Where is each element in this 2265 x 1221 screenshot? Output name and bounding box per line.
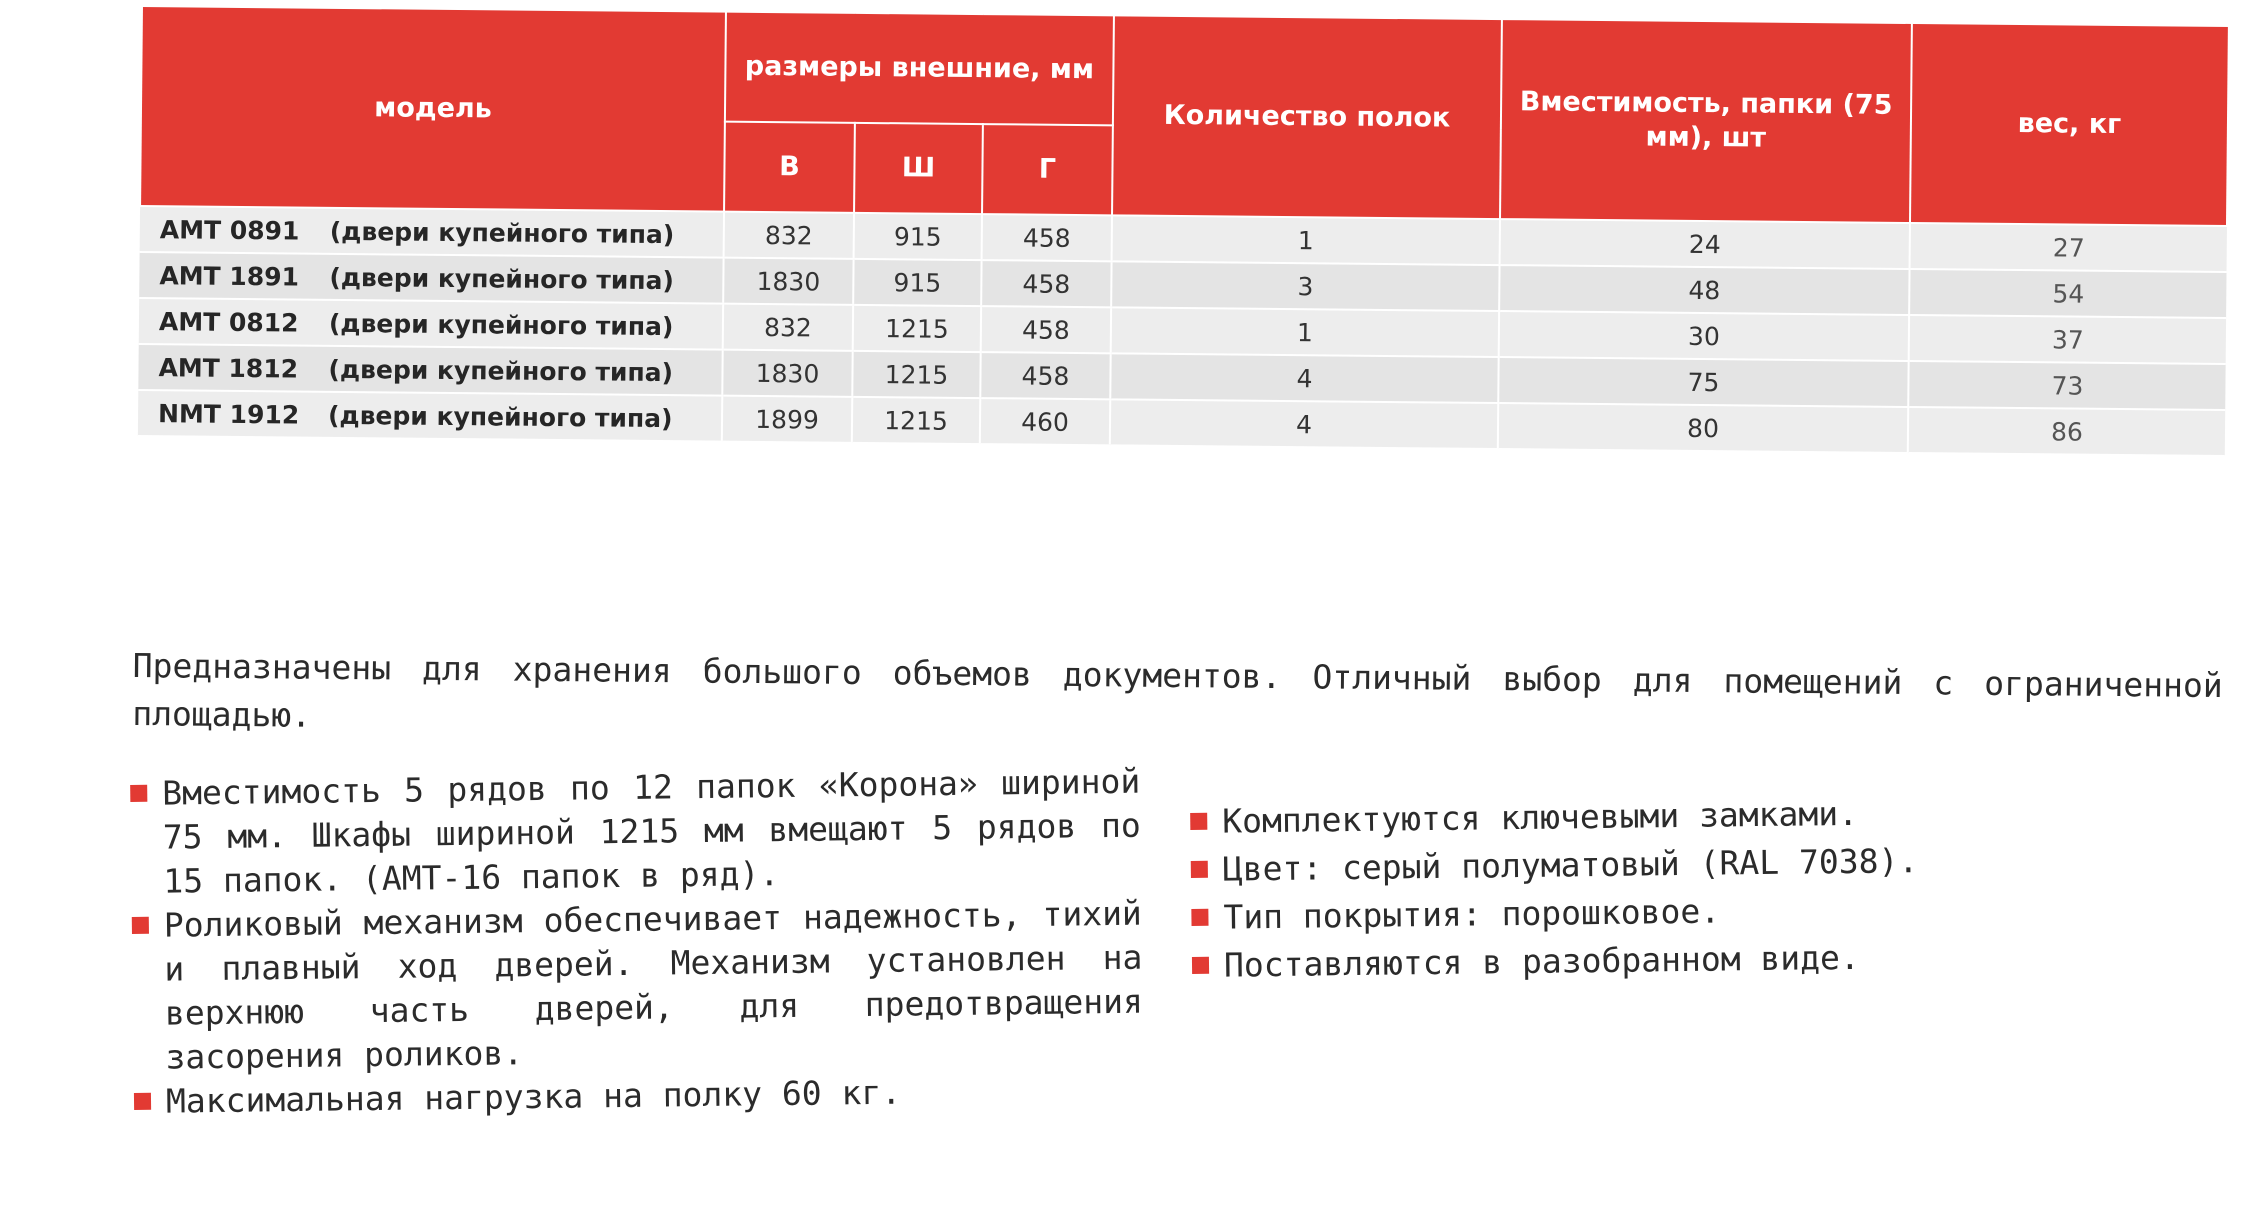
capacity-cell: 75 [1498,357,1908,407]
feature-text: Тип покрытия: порошковое. [1223,891,1721,937]
feature-text: Цвет: серый полуматовый (RAL 7038). [1222,841,1919,889]
model-code: AMT 0891 [159,214,300,246]
model-code: AMT 0812 [158,306,299,338]
model-cell [138,344,722,396]
depth-cell: 458 [981,306,1111,353]
feature-text: Вместимость 5 рядов по 12 папок «Корона» шириной 75 мм. Шкафы шириной 1215 мм вмещают 5 рядов по 15 папок. (АМТ-16 папок в ряд). [162,761,1141,901]
feature-text: Поставляются в разобранном виде. [1223,937,1860,985]
square-bullet-icon [1192,957,1209,974]
weight-cell: 54 [1909,269,2226,318]
header-model: модель [140,6,726,212]
depth-cell: 458 [981,260,1111,307]
height-cell: 1830 [722,350,852,397]
feature-item [1191,836,2151,892]
depth-cell: 458 [980,352,1110,399]
door-type: (двери купейного типа) [328,354,674,387]
shelves-cell: 4 [1110,353,1498,403]
weight-cell: 27 [1910,223,2227,272]
square-bullet-icon [1190,813,1207,830]
square-bullet-icon [132,917,149,934]
model-cell [138,390,722,442]
door-type: (двери купейного типа) [329,216,675,249]
model-code: AMT 1891 [159,260,300,292]
depth-cell: 458 [982,214,1112,261]
weight-cell: 73 [1908,361,2225,410]
model-code: NMT 1912 [157,398,300,430]
header-weight: вес, кг [1910,23,2229,226]
model-cell [140,206,724,258]
shelves-cell: 1 [1111,307,1499,357]
features-list-right [1190,788,2152,992]
width-cell: 915 [854,213,982,260]
width-cell: 1215 [853,305,981,352]
header-dimensions: размеры внешние, мм [725,12,1114,126]
feature-item [132,892,1144,1080]
capacity-cell: 24 [1500,219,1910,269]
feature-text: Роликовый механизм обеспечивает надежность, тихий и плавный ход дверей. Механизм установлен на верхнюю часть дверей, для предотвращения засорения роликов. [163,893,1144,1077]
height-cell: 832 [723,304,853,351]
square-bullet-icon [130,785,147,802]
height-cell: 1830 [723,258,853,305]
square-bullet-icon [134,1093,151,1110]
height-cell: 832 [724,212,854,259]
model-cell [139,298,723,350]
weight-cell: 37 [1909,315,2226,364]
shelves-cell: 3 [1111,261,1499,311]
spec-table [137,5,2230,457]
door-type: (двери купейного типа) [328,308,674,341]
header-capacity: Вместимость, папки (75 мм), шт [1500,19,1912,223]
intro-paragraph: Предназначены для хранения большого объемов документов. Отличный выбор для помещений с ограниченной площадью. [132,645,2223,735]
capacity-cell: 80 [1498,403,1908,453]
model-cell [139,252,723,304]
shelves-cell: 4 [1110,399,1498,449]
feature-text: Максимальная нагрузка на полку 60 кг. [165,1072,902,1121]
header-shelves: Количество полок [1112,15,1502,219]
features-list-left [130,760,1144,1124]
door-type: (двери купейного типа) [329,262,675,295]
header-depth: Г [982,124,1113,215]
capacity-cell: 30 [1499,311,1909,361]
height-cell: 1899 [722,396,852,443]
width-cell: 1215 [852,351,980,398]
width-cell: 1215 [852,397,980,444]
header-height: В [724,122,855,213]
weight-cell: 86 [1908,407,2225,456]
capacity-cell: 48 [1499,265,1909,315]
shelves-cell: 1 [1112,215,1500,265]
feature-item [1190,788,2150,844]
door-type: (двери купейного типа) [327,400,673,433]
header-width: Ш [854,123,983,214]
feature-item [1192,932,2152,988]
width-cell: 915 [853,259,981,306]
feature-item [130,760,1142,904]
square-bullet-icon [1191,909,1208,926]
feature-text: Комплектуются ключевыми замками. [1222,793,1859,841]
feature-item [1191,884,2151,940]
square-bullet-icon [1191,861,1208,878]
depth-cell: 460 [980,398,1110,445]
model-code: AMT 1812 [158,352,299,384]
